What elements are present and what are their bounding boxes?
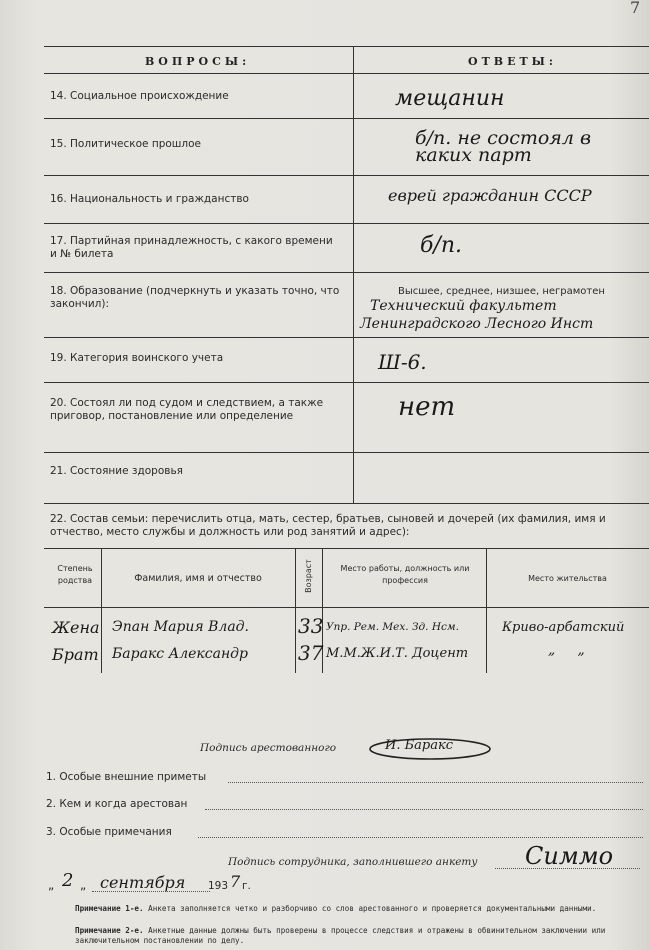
- questions-header: ВОПРОСЫ:: [145, 55, 251, 68]
- date-day: 2: [62, 870, 74, 891]
- answer-20: нет: [398, 392, 456, 422]
- header-bottom-border: [44, 73, 649, 74]
- column-header-work: Место работы, должность или профессия: [340, 564, 470, 585]
- extra-field-1: 1. Особые внешние приметы: [46, 771, 207, 783]
- family-table-header-bottom: [44, 607, 649, 608]
- date-year-digit: 7: [230, 872, 241, 891]
- column-header-relation: Степень родства: [57, 564, 93, 585]
- family-col-divider: [295, 548, 296, 673]
- note-2-text: Анкетные данные должны быть проверены в процессе следствия и отражены в обвинительном заключении или заключительном постановлении по делу.: [75, 926, 606, 945]
- answer-18-line1: Технический факультет: [370, 298, 557, 314]
- note-2: [75, 926, 645, 946]
- row-divider: [44, 175, 649, 176]
- row-divider: [44, 452, 649, 453]
- extra-field-1-line: [228, 782, 643, 783]
- date-quote-close: „: [80, 878, 87, 892]
- family-row-2-name: Баракс Александр: [112, 646, 249, 662]
- row-divider: [44, 337, 649, 338]
- column-divider: [353, 46, 354, 503]
- row-divider: [44, 503, 649, 504]
- extra-field-2-line: [205, 809, 643, 810]
- family-row-2-ditto-mark: „ „: [548, 642, 585, 658]
- family-row-1-relation: Жена: [52, 618, 100, 637]
- answer-14: мещанин: [395, 86, 505, 111]
- question-16: 16. Национальность и гражданство: [50, 193, 249, 205]
- answer-18-line2: Ленинградского Лесного Инст: [360, 316, 594, 332]
- answers-header: ОТВЕТЫ:: [468, 55, 557, 68]
- row-divider: [44, 272, 649, 273]
- date-month-line: [92, 891, 210, 892]
- row-divider: [44, 382, 649, 383]
- family-row-2-relation: Брат: [52, 645, 99, 664]
- family-row-1-work: Упр. Рем. Мех. Зд. Нсм.: [326, 621, 459, 633]
- question-19: 19. Категория воинского учета: [50, 352, 224, 364]
- question-17: 17. Партийная принадлежность, с какого времени и № билета: [50, 235, 333, 260]
- signature-employee-label: Подпись сотрудника, заполнившего анкету: [228, 856, 478, 868]
- family-table-top: [44, 548, 649, 549]
- question-14: 14. Социальное происхождение: [50, 90, 229, 102]
- page-number: 7: [630, 0, 641, 17]
- table-top-border: [44, 46, 649, 47]
- column-header-residence: Место жительства: [528, 574, 607, 583]
- column-header-name: Фамилия, имя и отчество: [134, 573, 262, 584]
- date-quote-open: „: [48, 878, 55, 892]
- date-suffix: г.: [242, 880, 251, 892]
- row-divider: [44, 118, 649, 119]
- question-22: 22. Состав семьи: перечислить отца, мать, сестер, братьев, сыновей и дочерей (их фамилия, имя и отчество, место службы и должность или род занятий и адрес):: [50, 513, 606, 538]
- family-col-divider: [101, 548, 102, 673]
- family-col-divider: [486, 548, 487, 673]
- row-divider: [44, 223, 649, 224]
- question-21: 21. Состояние здоровья: [50, 465, 183, 477]
- family-row-2-age: 37: [298, 641, 324, 665]
- signature-arrested: И. Баракс: [385, 738, 454, 753]
- question-20: 20. Состоял ли под судом и следствием, а также приговор, постановление или определение: [50, 397, 324, 422]
- extra-field-3-line: [198, 837, 643, 838]
- note-1: [75, 904, 645, 914]
- answer-19: Ш-6.: [378, 350, 427, 374]
- answer-17: б/п.: [420, 233, 463, 258]
- family-row-1-residence: Криво-арбатский: [502, 620, 625, 635]
- extra-field-2: 2. Кем и когда арестован: [46, 798, 188, 810]
- family-row-2-work: М.М.Ж.И.Т. Доцент: [326, 646, 469, 661]
- date-year-prefix: 193: [208, 880, 229, 892]
- family-row-1-age: 33: [298, 614, 324, 638]
- extra-field-3: 3. Особые примечания: [46, 826, 172, 838]
- column-header-age: Возраст: [304, 559, 313, 593]
- note-2-label: Примечание 2-е.: [75, 926, 144, 935]
- signature-arrested-label: Подпись арестованного: [200, 742, 337, 754]
- family-row-1-name: Эпан Мария Влад.: [112, 619, 249, 635]
- education-printed-options: Высшее, среднее, низшее, неграмотен: [398, 286, 605, 297]
- note-1-label: Примечание 1-е.: [75, 904, 144, 913]
- question-15: 15. Политическое прошлое: [50, 138, 201, 150]
- question-18: 18. Образование (подчеркнуть и указать точно, что закончил):: [50, 285, 340, 310]
- signature-employee: Симмо: [525, 842, 614, 870]
- answer-15: б/п. не состоял в каких парт: [415, 127, 592, 166]
- note-1-text: Анкета заполняется четко и разборчиво со слов арестованного и проверяется документальными данными.: [148, 904, 597, 913]
- answer-16: еврей гражданин СССР: [388, 186, 592, 205]
- date-month: сентября: [100, 873, 186, 892]
